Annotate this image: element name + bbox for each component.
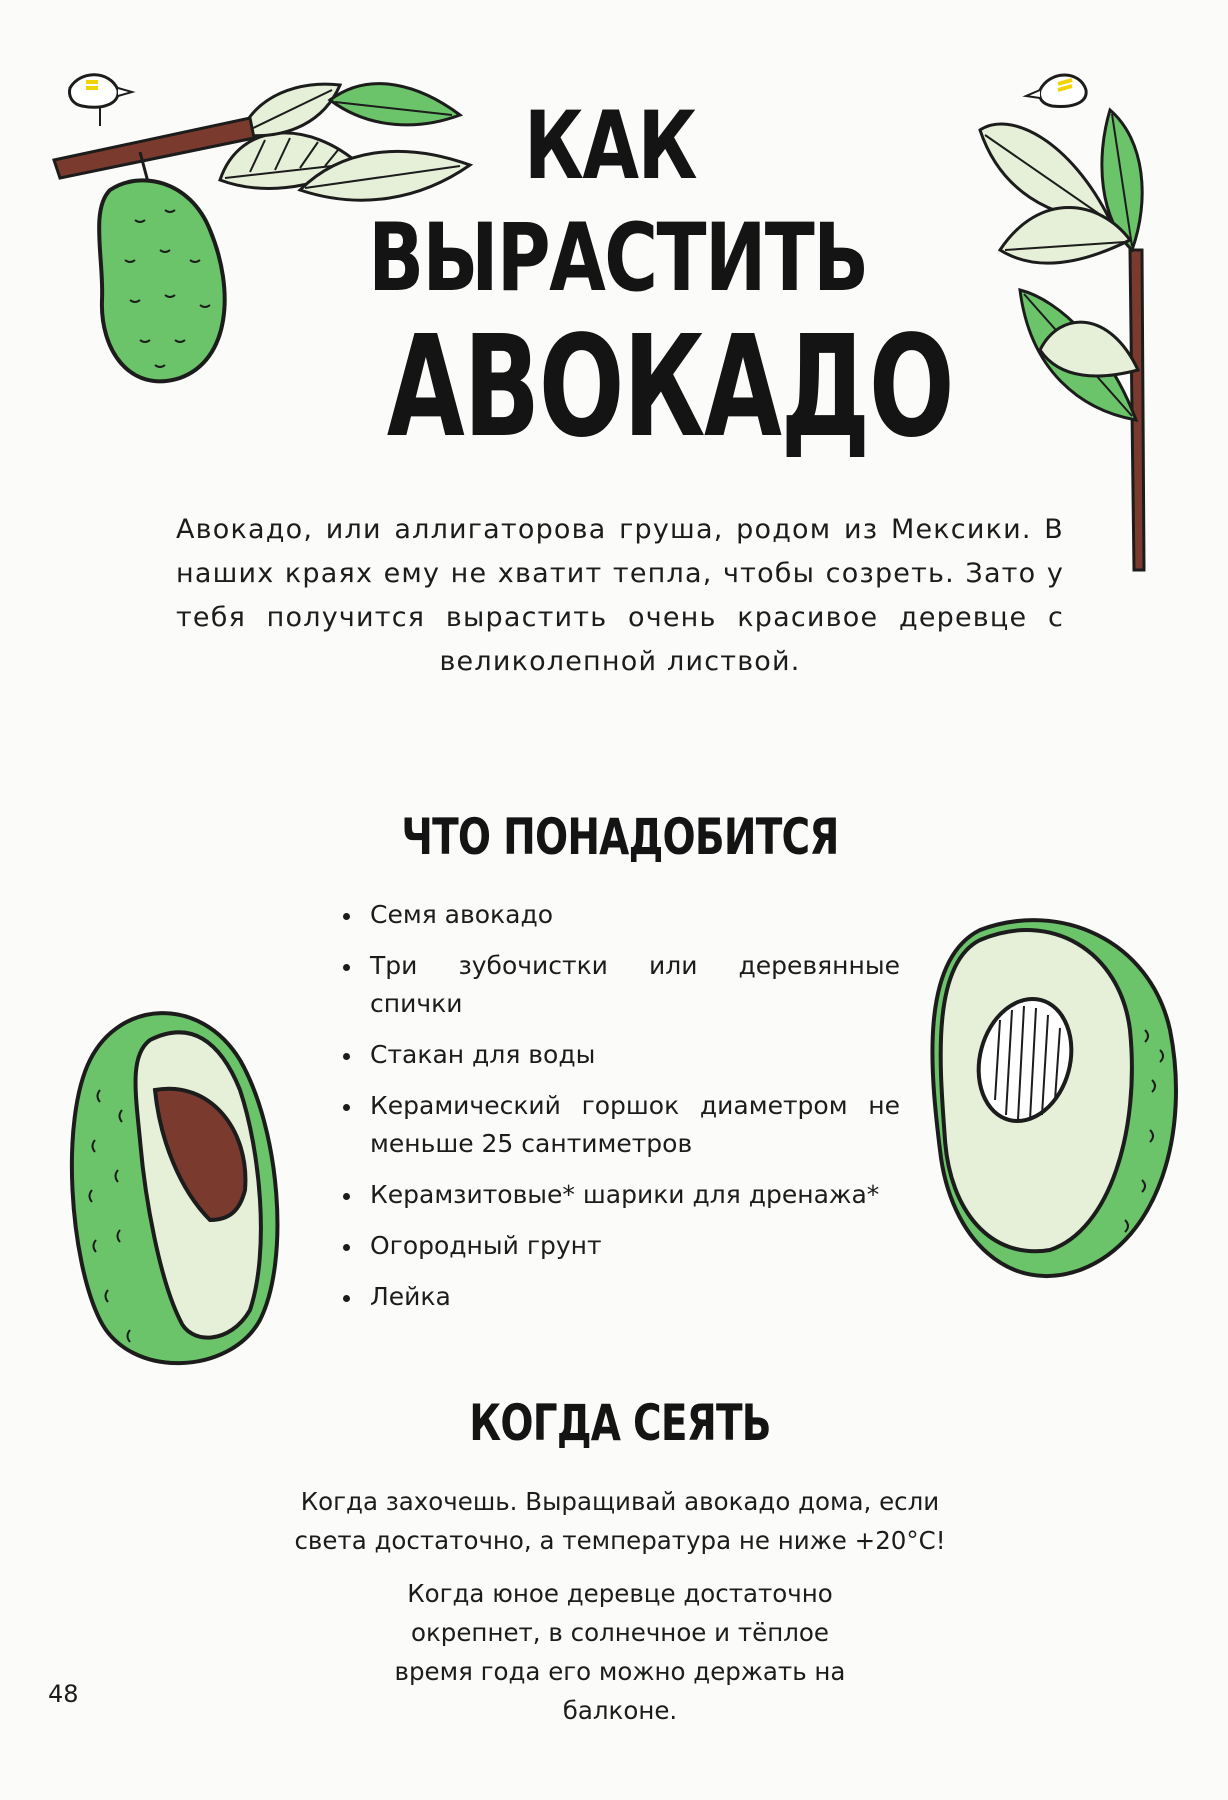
avocado-tree-illustration (960, 50, 1160, 580)
half-avocado-pit-illustration (60, 1000, 320, 1380)
bird-icon (70, 75, 133, 126)
page-number: 48 (48, 1680, 79, 1708)
leaf-icon (980, 124, 1110, 220)
intro-paragraph: Авокадо, или аллигаторова груша, родом из Мексики. В наших краях ему не хватит тепла, чтобы созреть. Зато у тебя получится вырастить очень красивое деревце с великолепной листвой. (176, 514, 1064, 677)
list-item: Стакан для воды (340, 1036, 900, 1074)
list-item: Керамзитовые* шарики для дренажа* (340, 1176, 900, 1214)
needs-list (340, 896, 900, 1329)
page-title-line-1: КАК (524, 92, 696, 201)
when-paragraph-2: Когда юное деревце достаточно окрепнет, в солнечное и тёплое время года его можно держать на балконе. (394, 1579, 846, 1725)
list-item: Три зубочистки или деревянные спички (340, 947, 900, 1023)
bird-icon (1026, 75, 1086, 106)
list-item: Семя авокадо (340, 896, 900, 934)
list-item: Лейка (340, 1278, 900, 1316)
list-item: Керамический горшок диаметром не меньше 25 сантиметров (340, 1087, 900, 1163)
page-title-line-2: ВЫРАСТИТЬ (368, 204, 868, 313)
page-title-line-3: АВОКАДО (386, 306, 954, 469)
leaf-icon (240, 84, 340, 136)
when-paragraph-1: Когда захочешь. Выращивай авокадо дома, если света достаточно, а температура не ниже +20°C! (294, 1487, 946, 1555)
when-heading: КОГДА СЕЯТЬ (469, 1394, 771, 1452)
half-avocado-hole-illustration (920, 910, 1200, 1290)
needs-heading: ЧТО ПОНАДОБИТСЯ (401, 808, 839, 866)
list-item: Огородный грунт (340, 1227, 900, 1265)
avocado-fruit-icon (99, 180, 225, 381)
